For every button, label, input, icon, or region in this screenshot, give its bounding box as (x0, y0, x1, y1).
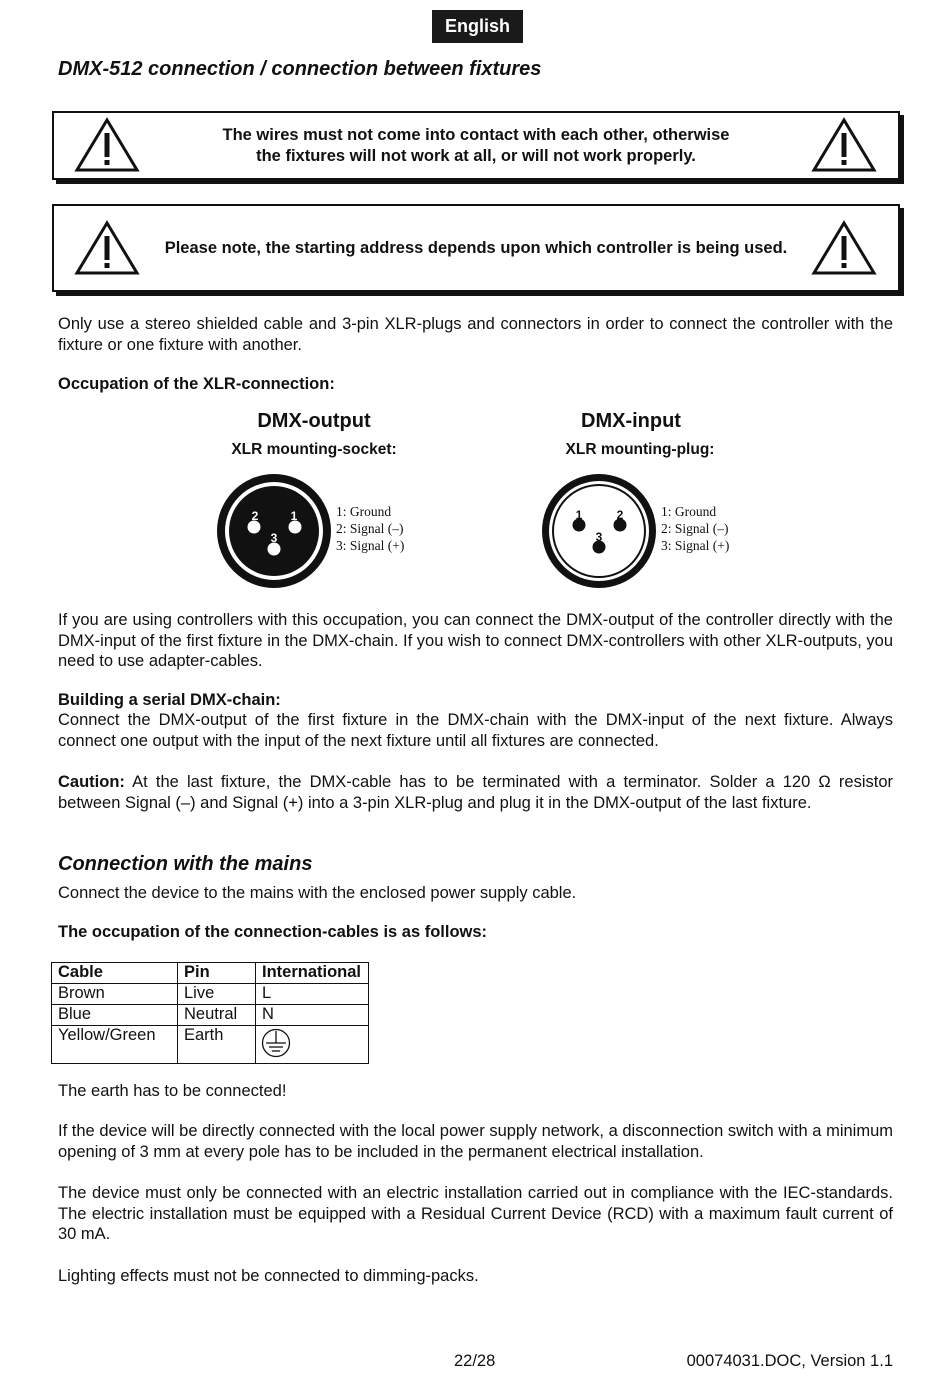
language-badge: English (432, 10, 523, 43)
warning-triangle-icon (811, 220, 877, 276)
table-cell: N (256, 1005, 369, 1026)
warning-text-line1: The wires must not come into contact with each other, otherwise (222, 126, 730, 144)
document-version: 00074031.DOC, Version 1.1 (686, 1352, 893, 1370)
legend-item: 1: Ground (661, 504, 717, 519)
table-cell: L (256, 984, 369, 1005)
warning-box-wires (52, 111, 900, 180)
table-row (52, 984, 369, 1005)
paragraph-dimming-packs: Lighting effects must not be connected to dimming-packs. (58, 1267, 479, 1285)
table-cell: Earth (178, 1026, 256, 1064)
legend-item: 2: Signal (–) (336, 521, 404, 536)
earth-ground-icon (260, 1028, 292, 1058)
table-row (52, 1026, 369, 1064)
pin-label: 2 (616, 508, 624, 522)
table-cell: Neutral (178, 1005, 256, 1026)
dmx-output-subtitle: XLR mounting-socket: (231, 441, 397, 458)
legend-item: 3: Signal (+) (661, 538, 730, 553)
pin-label: 3 (270, 531, 278, 545)
section-title-dmx: DMX-512 connection / connection between fixtures (58, 58, 542, 80)
heading-cable-occupation: The occupation of the connection-cables is as follows: (58, 923, 488, 941)
dmx-output-title: DMX-output (257, 410, 371, 432)
table-cell: Brown (52, 984, 178, 1005)
column-header: Cable (52, 963, 178, 984)
column-header: Pin (178, 963, 256, 984)
table-cell: Blue (52, 1005, 178, 1026)
paragraph-iec-standards: The device must only be connected with an electric installation carried out in compliance with the IEC-standards. The electric installation must be equipped with a Residual Current Device (RCD) with a maximum fault current of 30 mA. (58, 1184, 893, 1243)
page-number: 22/28 (454, 1352, 496, 1370)
section-title-mains: Connection with the mains (58, 853, 313, 875)
paragraph-dmx-chain: Connect the DMX-output of the first fixture in the DMX-chain with the DMX-input of the next fixture. Always connect one output with the input of the next fixture until all fixtures are connected. (58, 711, 893, 750)
caution-text: At the last fixture, the DMX-cable has to be terminated with a terminator. Solder a 120 Ω resistor between Signal (–) and Signal (+) into a 3-pin XLR-plug and plug it in the DMX-output of the last fixture. (58, 773, 893, 812)
paragraph-mains-intro: Connect the device to the mains with the enclosed power supply cable. (58, 884, 577, 902)
column-header: International (256, 963, 369, 984)
heading-xlr-occupation: Occupation of the XLR-connection: (58, 375, 335, 393)
table-cell: Live (178, 984, 256, 1005)
pin-label: 1 (575, 508, 583, 522)
table-row (52, 1005, 369, 1026)
dmx-input-subtitle: XLR mounting-plug: (565, 441, 715, 458)
dmx-input-title: DMX-input (581, 410, 681, 432)
warning-triangle-icon (74, 220, 140, 276)
xlr-socket-icon (215, 472, 333, 590)
caution-label: Caution: (58, 773, 125, 791)
paragraph-disconnection-switch: If the device will be directly connected with the local power supply network, a disconnection switch with a minimum opening of 3 mm at every pole has to be included in the permanent electrical installation. (58, 1122, 893, 1161)
paragraph-earth-note: The earth has to be connected! (58, 1082, 287, 1100)
heading-dmx-chain: Building a serial DMX-chain: (58, 691, 281, 709)
warning-text-address: Please note, the starting address depends upon which controller is being used. (164, 239, 788, 257)
paragraph-controllers: If you are using controllers with this occupation, you can connect the DMX-output of the controller directly with the DMX-input of the first fixture in the DMX-chain. If you wish to connect DMX-controllers with other XLR-outputs, you need to use adapter-cables. (58, 611, 893, 670)
table-header-row (52, 963, 369, 984)
table-cell: Yellow/Green (52, 1026, 178, 1064)
legend-item: 1: Ground (336, 504, 392, 519)
dmx-output-legend (336, 503, 404, 554)
pin-label: 1 (290, 509, 298, 523)
paragraph-caution (58, 772, 893, 813)
legend-item: 2: Signal (–) (661, 521, 729, 536)
dmx-input-legend (661, 503, 729, 554)
warning-text-line2: the fixtures will not work at all, or will not work properly. (256, 147, 696, 165)
warning-triangle-icon (811, 117, 877, 173)
pin-label: 2 (251, 509, 259, 523)
xlr-plug-icon (540, 472, 658, 590)
warning-triangle-icon (74, 117, 140, 173)
cable-occupation-table (51, 962, 369, 1064)
legend-item: 3: Signal (+) (336, 538, 405, 553)
paragraph-cable-intro: Only use a stereo shielded cable and 3-pin XLR-plugs and connectors in order to connect the controller with the fixture or one fixture with another. (58, 315, 893, 354)
pin-label: 3 (595, 530, 603, 544)
warning-box-address (52, 204, 900, 292)
table-cell (256, 1026, 369, 1064)
